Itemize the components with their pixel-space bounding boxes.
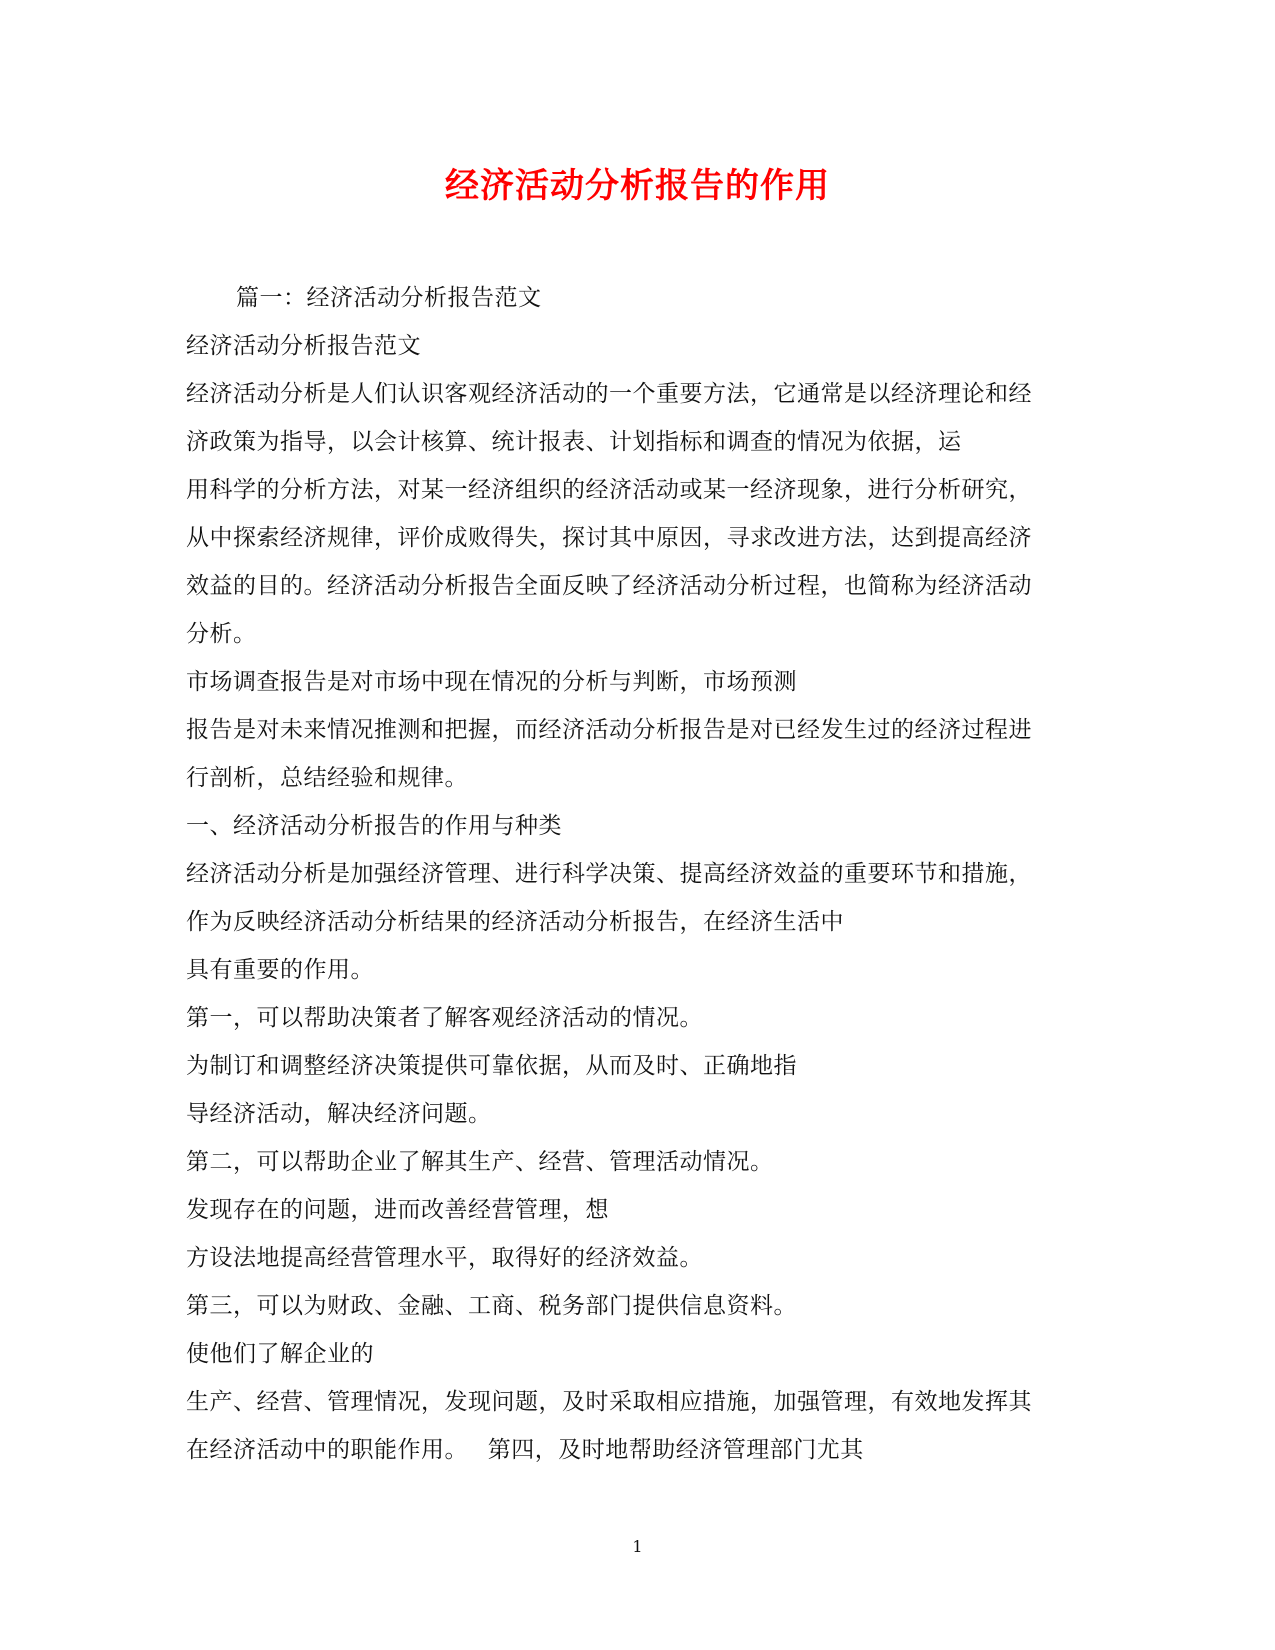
page-number: 1	[632, 1537, 643, 1556]
text-line: 方设法地提高经营管理水平，取得好的经济效益。	[186, 1245, 703, 1271]
text-line: 经济活动分析报告范文	[186, 333, 421, 359]
text-line: 市场调查报告是对市场中现在情况的分析与判断，市场预测	[186, 669, 797, 695]
text-line: 第二，可以帮助企业了解其生产、经营、管理活动情况。	[186, 1149, 774, 1175]
text-line: 作为反映经济活动分析结果的经济活动分析报告，在经济生活中	[186, 909, 844, 935]
text-line: 效益的目的。经济活动分析报告全面反映了经济活动分析过程，也简称为经济活动	[186, 573, 1032, 599]
text-line: 生产、经营、管理情况，发现问题，及时采取相应措施，加强管理，有效地发挥其	[186, 1389, 1032, 1415]
text-line: 第一，可以帮助决策者了解客观经济活动的情况。	[186, 1005, 703, 1031]
text-line: 用科学的分析方法，对某一经济组织的经济活动或某一经济现象，进行分析研究，	[186, 477, 1032, 503]
document-body	[186, 274, 1096, 1474]
text-line: 在经济活动中的职能作用。 第四，及时地帮助经济管理部门尤其	[186, 1437, 864, 1463]
text-line: 分析。	[186, 621, 257, 647]
text-line: 为制订和调整经济决策提供可靠依据，从而及时、正确地指	[186, 1053, 797, 1079]
section-heading: 篇一：经济活动分析报告范文	[236, 285, 542, 311]
text-line: 济政策为指导，以会计核算、统计报表、计划指标和调查的情况为依据，运	[186, 429, 962, 455]
document-title: 经济活动分析报告的作用	[445, 166, 830, 206]
text-line: 具有重要的作用。	[186, 957, 374, 983]
text-line: 一、经济活动分析报告的作用与种类	[186, 813, 562, 839]
text-line: 使他们了解企业的	[186, 1341, 374, 1367]
text-line: 从中探索经济规律，评价成败得失，探讨其中原因，寻求改进方法，达到提高经济	[186, 525, 1032, 551]
text-line: 经济活动分析是加强经济管理、进行科学决策、提高经济效益的重要环节和措施，	[186, 861, 1032, 887]
text-line: 发现存在的问题，进而改善经营管理，想	[186, 1197, 609, 1223]
text-line: 报告是对未来情况推测和把握，而经济活动分析报告是对已经发生过的经济过程进	[186, 717, 1032, 743]
text-line: 第三，可以为财政、金融、工商、税务部门提供信息资料。	[186, 1293, 797, 1319]
text-line: 导经济活动，解决经济问题。	[186, 1101, 492, 1127]
text-line: 经济活动分析是人们认识客观经济活动的一个重要方法，它通常是以经济理论和经	[186, 381, 1032, 407]
text-line: 行剖析，总结经验和规律。	[186, 765, 468, 791]
